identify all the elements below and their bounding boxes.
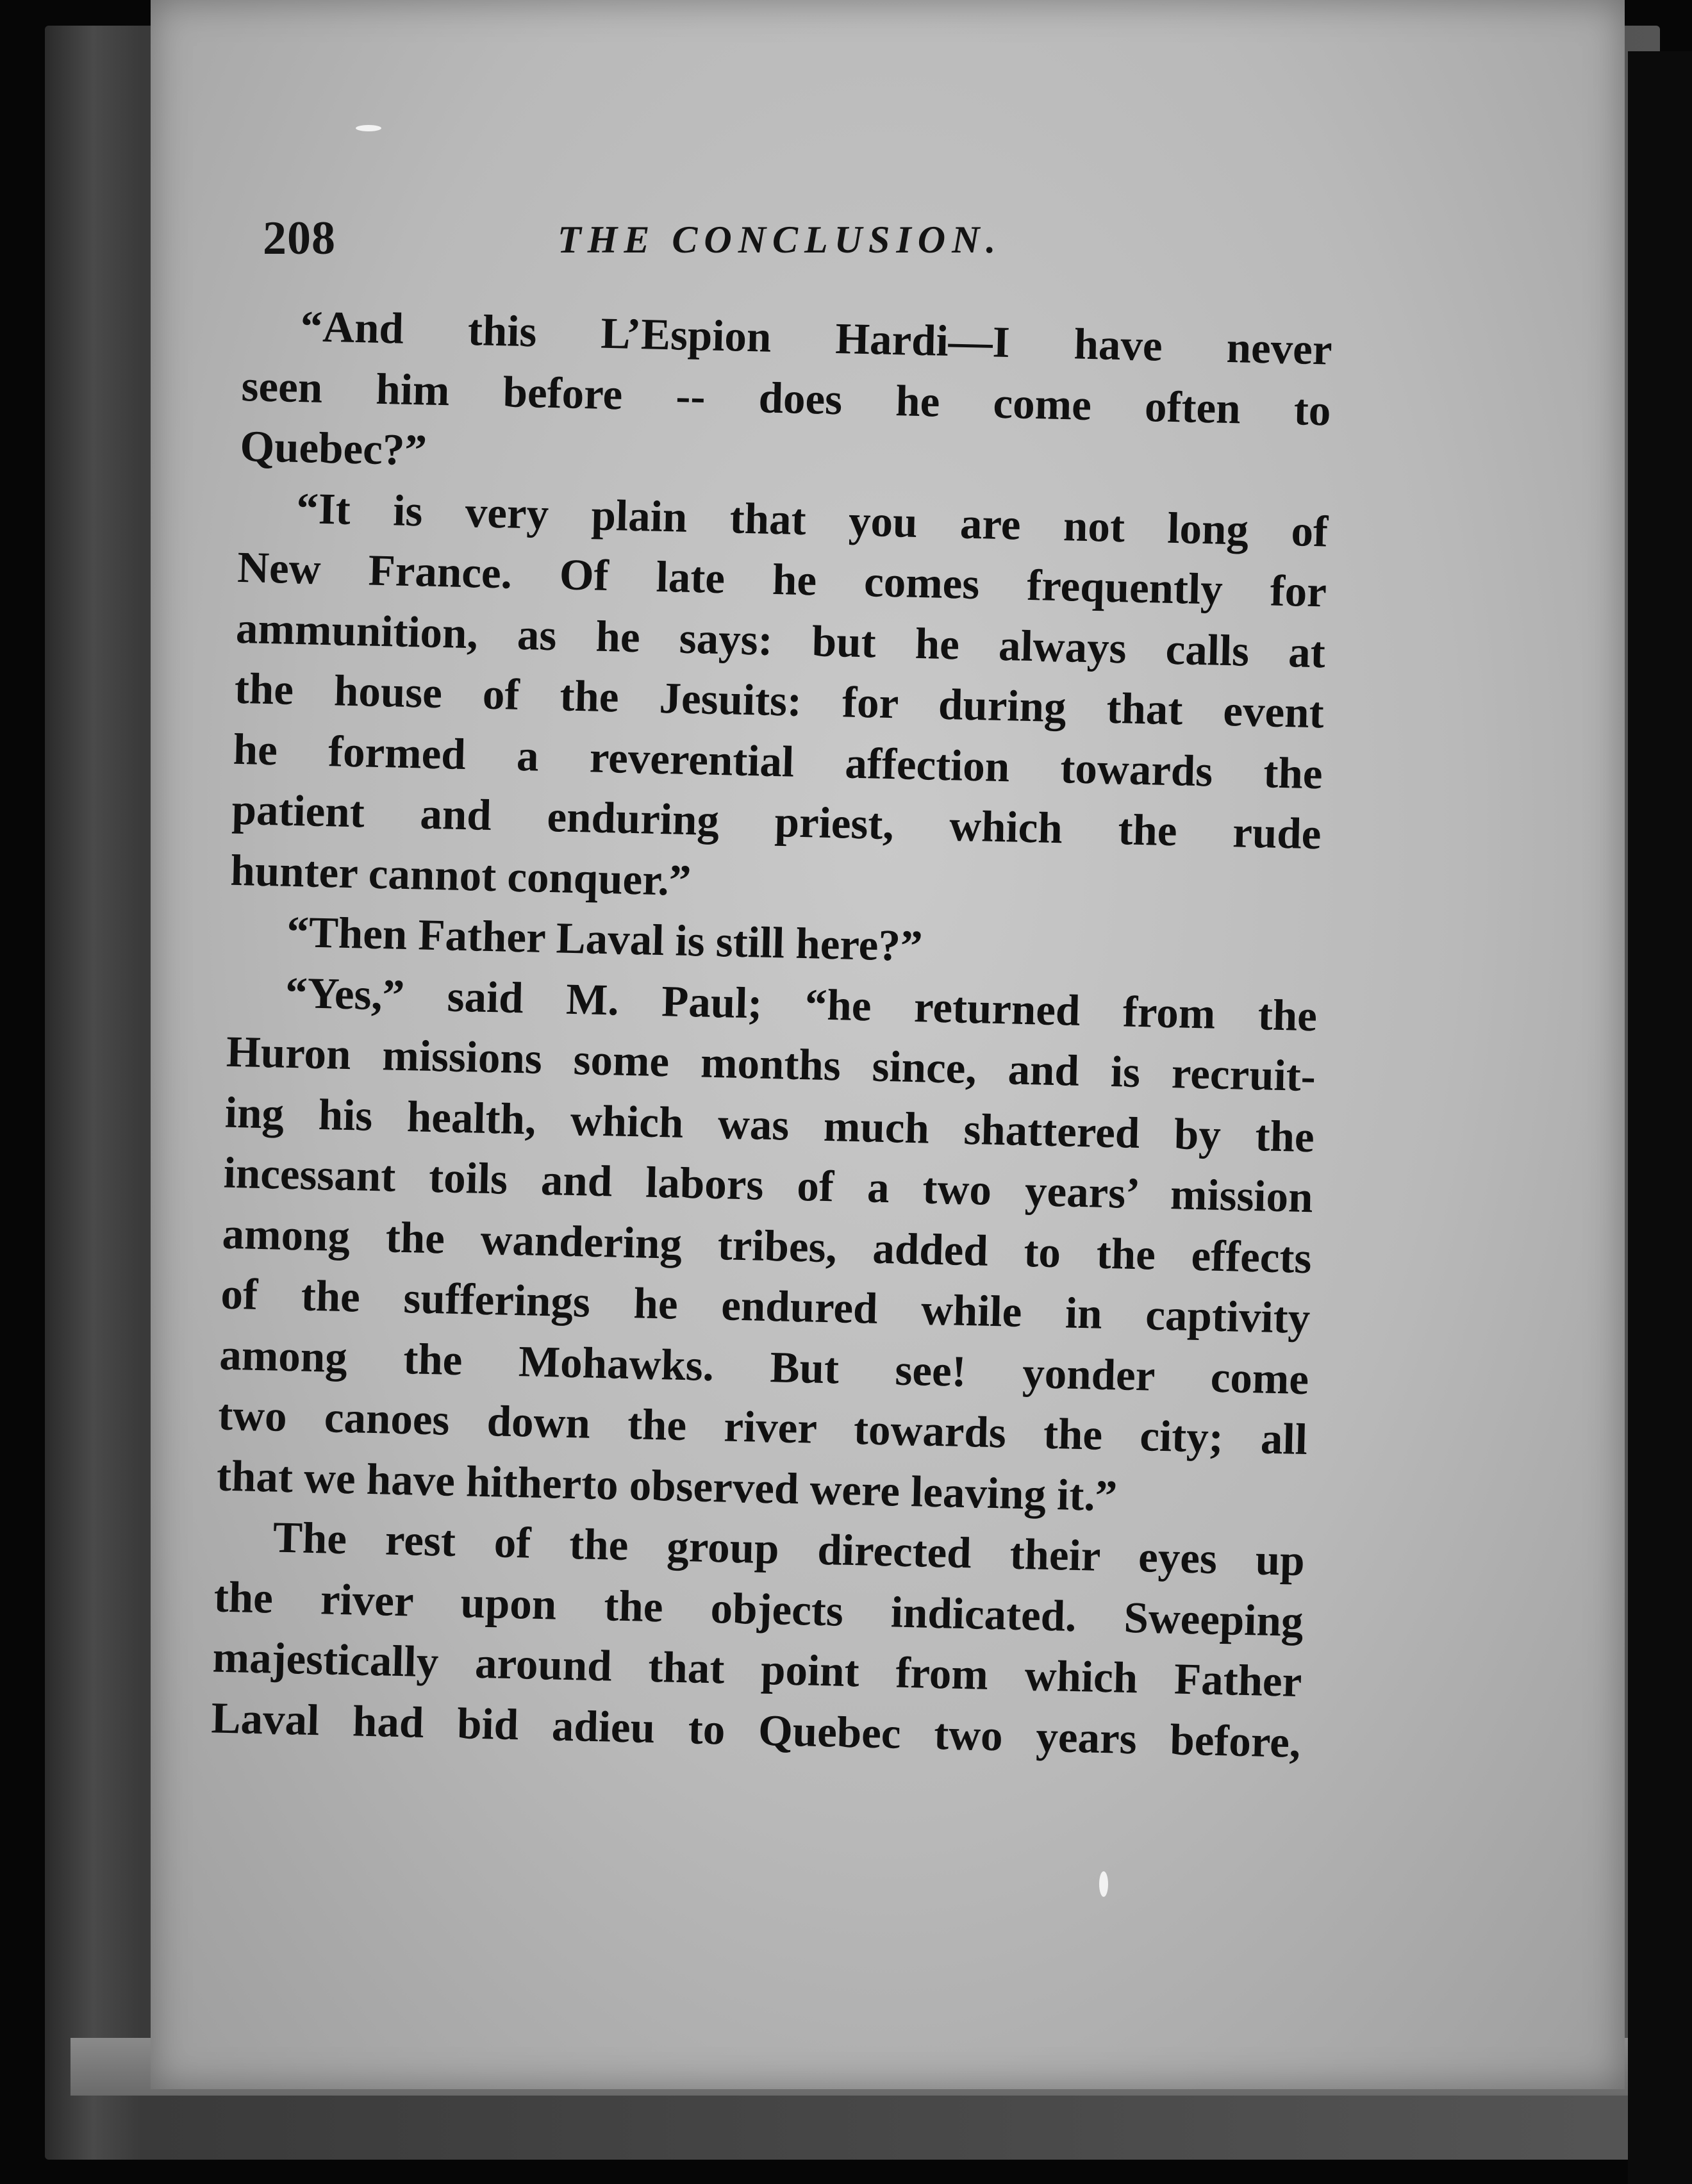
text-line: ammunition, as he says: but he always calls at — [235, 603, 1326, 677]
text-line: The rest of the group directed their eyes up — [272, 1512, 1306, 1585]
text-line: that we have hitherto observed were leaving it.” — [216, 1451, 1118, 1520]
text-line: Laval had bid adieu to Quebec two years before, — [210, 1692, 1302, 1767]
page-header — [263, 211, 1096, 282]
text-line: two canoes down the river towards the city; all — [217, 1390, 1308, 1464]
text-line: majestically around that point from which Father — [212, 1632, 1303, 1707]
text-line: “It is very plain that you are not long of — [295, 483, 1329, 556]
text-line: ing his health, which was much shattered by the — [224, 1088, 1315, 1161]
body-text — [211, 295, 1333, 1773]
paper-speck — [1099, 1871, 1108, 1897]
text-line: among the Mohawks. But see! yonder come — [219, 1330, 1309, 1403]
paper-speck — [356, 125, 381, 131]
text-line: hunter cannot conquer.” — [229, 845, 692, 905]
running-head: THE CONCLUSION. — [558, 219, 1002, 261]
text-line: the house of the Jesuits: for during that event — [234, 663, 1325, 738]
text-line: “And this L’Espion Hardi—I have never — [300, 302, 1333, 374]
text-line: incessant toils and labors of a two years’ mission — [223, 1148, 1314, 1222]
text-line: Huron missions some months since, and is recruit- — [226, 1027, 1316, 1101]
text-line: the river upon the objects indicated. Sweeping — [213, 1571, 1304, 1646]
text-line: seen him before -- does he come often to — [240, 361, 1332, 435]
page-number: 208 — [263, 212, 336, 265]
text-line: among the wandering tribes, added to the effects — [221, 1209, 1313, 1282]
text-line: Quebec?” — [239, 421, 427, 475]
binding-shadow — [1628, 51, 1692, 2184]
text-line: patient and enduring priest, which the rude — [231, 784, 1322, 859]
text-line: “Yes,” said M. Paul; “he returned from the — [285, 968, 1318, 1040]
text-line: of the sufferings he endured while in captivity — [220, 1269, 1311, 1343]
text-line: New France. Of late he comes frequently for — [236, 542, 1327, 616]
text-line: “Then Father Laval is still here?” — [286, 907, 924, 971]
text-line: he formed a reverential affection towards the — [233, 724, 1323, 798]
